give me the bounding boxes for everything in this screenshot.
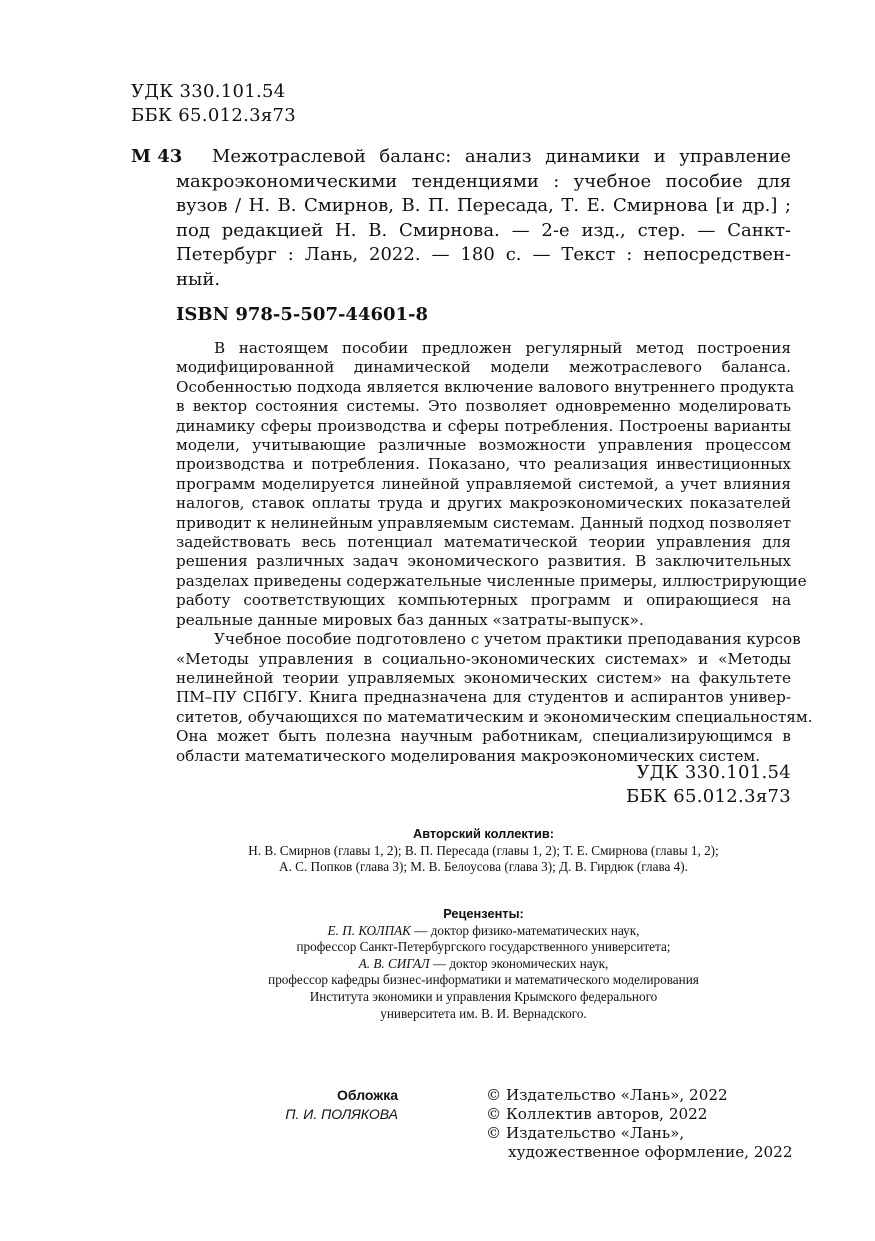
authors-line: Н. В. Смирнов (главы 1, 2); В. П. Пересада (главы 1, 2); Т. Е. Смирнова (главы 1, 2); — [248, 842, 719, 858]
reviewer-affiliation: университета им. В. И. Вернадского. — [380, 1005, 587, 1021]
catalog-line: под редакцией Н. В. Смирнова. — 2-е изд., стер. — Санкт- — [176, 219, 791, 241]
cover-label: Обложка — [337, 1087, 398, 1103]
classification-top — [131, 80, 296, 128]
authors-block — [176, 826, 791, 876]
reviewer-1 — [176, 923, 791, 940]
classification-bottom — [626, 761, 791, 809]
abstract-line: задействовать весь потенциал математической теории управления для — [176, 533, 791, 552]
abstract-line: реальные данные мировых баз данных «затраты-выпуск». — [176, 610, 644, 629]
udk-code: УДК 330.101.54 — [131, 81, 286, 102]
reviewer-affiliation: Института экономики и управления Крымского федерального — [309, 988, 658, 1004]
abstract-line: нелинейной теории управляемых экономических систем» на факультете — [176, 668, 791, 687]
reviewers-heading: Рецензенты: — [443, 906, 524, 921]
cover-credit — [250, 1086, 398, 1124]
copyright-line: художественное оформление, 2022 — [508, 1143, 793, 1161]
abstract-line: Она может быть полезна научным работникам, специализирующимся в — [176, 727, 791, 746]
abstract-line: Учебное пособие подготовлено с учетом практики преподавания курсов — [214, 630, 801, 649]
udk-code: УДК 330.101.54 — [636, 762, 791, 783]
author-mark: М 43 — [131, 146, 183, 167]
catalog-line: Межотраслевой баланс: анализ динамики и управление — [212, 146, 791, 167]
abstract-line: «Методы управления в социально-экономических системах» и «Методы — [176, 649, 791, 668]
reviewer-affiliation: профессор кафедры бизнес-информатики и математического моделирования — [268, 972, 699, 988]
abstract-line: динамику сферы производства и сферы потребления. Построены варианты — [176, 416, 791, 435]
authors-heading: Авторский коллектив: — [412, 826, 555, 841]
abstract-line: приводит к нелинейным управляемым системам. Данный подход позволяет — [176, 513, 791, 532]
reviewer-title: — доктор экономических наук, — [429, 955, 609, 971]
abstract-line: производства и потребления. Показано, что реализация инвестиционных — [176, 455, 791, 474]
reviewer-title: — доктор физико-математических наук, — [410, 922, 640, 938]
reviewer-2 — [176, 956, 791, 973]
reviewer-name: Е. П. КОЛПАК — [327, 922, 411, 938]
abstract-line: модифицированной динамической модели межотраслевого баланса. — [176, 358, 791, 377]
copyright-line: © Издательство «Лань», — [486, 1124, 685, 1142]
reviewer-affiliation: профессор Санкт-Петербургского государственного университета; — [296, 939, 671, 955]
catalog-line: Петербург : Лань, 2022. — 180 с. — Текст : непосредствен- — [176, 244, 791, 265]
abstract-line: решения различных задач экономического развития. В заключительных — [176, 552, 791, 571]
copyright-line: © Коллектив авторов, 2022 — [486, 1105, 708, 1123]
copyright-line: © Издательство «Лань», 2022 — [486, 1086, 728, 1104]
abstract-line: разделах приведены содержательные численные примеры, иллюстрирующие — [176, 571, 807, 590]
copyright-block — [486, 1086, 793, 1162]
catalog-line: ный. — [176, 268, 221, 290]
catalog-entry — [176, 145, 791, 292]
abstract-line: ПМ–ПУ СПбГУ. Книга предназначена для студентов и аспирантов универ- — [176, 688, 791, 707]
abstract-line: работу соответствующих компьютерных программ и опирающиеся на — [176, 591, 791, 610]
reviewers-block — [176, 906, 791, 1022]
reviewer-name: А. В. СИГАЛ — [358, 955, 430, 971]
abstract-line: налогов, ставок оплаты труда и других макроэкономических показателей — [176, 494, 791, 513]
catalog-line: вузов / Н. В. Смирнов, В. П. Пересада, Т. Е. Смирнова [и др.] ; — [176, 195, 791, 216]
abstract-line: ситетов, обучающихся по математическим и экономическим специальностям. — [176, 707, 813, 726]
abstract-line: В настоящем пособии предложен регулярный метод построения — [214, 339, 791, 357]
abstract-line: модели, учитывающие различные возможности управления процессом — [176, 436, 791, 455]
abstract — [176, 339, 813, 766]
authors-line: А. С. Попков (глава 3); М. В. Белоусова (глава 3); Д. В. Гирдюк (глава 4). — [279, 859, 688, 875]
cover-artist: П. И. ПОЛЯКОВА — [285, 1106, 398, 1122]
catalog-line: макроэкономическими тенденциями : учебное пособие для — [176, 170, 791, 192]
abstract-line: в вектор состояния системы. Это позволяет одновременно моделировать — [176, 397, 791, 416]
bbk-code: ББК 65.012.3я73 — [625, 786, 791, 807]
isbn: ISBN 978-5-507-44601-8 — [176, 304, 429, 325]
abstract-line: программ моделируется линейной управляемой системой, а учет влияния — [176, 474, 791, 493]
abstract-line: области математического моделирования макроэкономических систем. — [176, 746, 761, 765]
abstract-line: Особенностью подхода является включение валового внутреннего продукта — [176, 377, 795, 396]
bbk-code: ББК 65.012.3я73 — [131, 105, 297, 126]
